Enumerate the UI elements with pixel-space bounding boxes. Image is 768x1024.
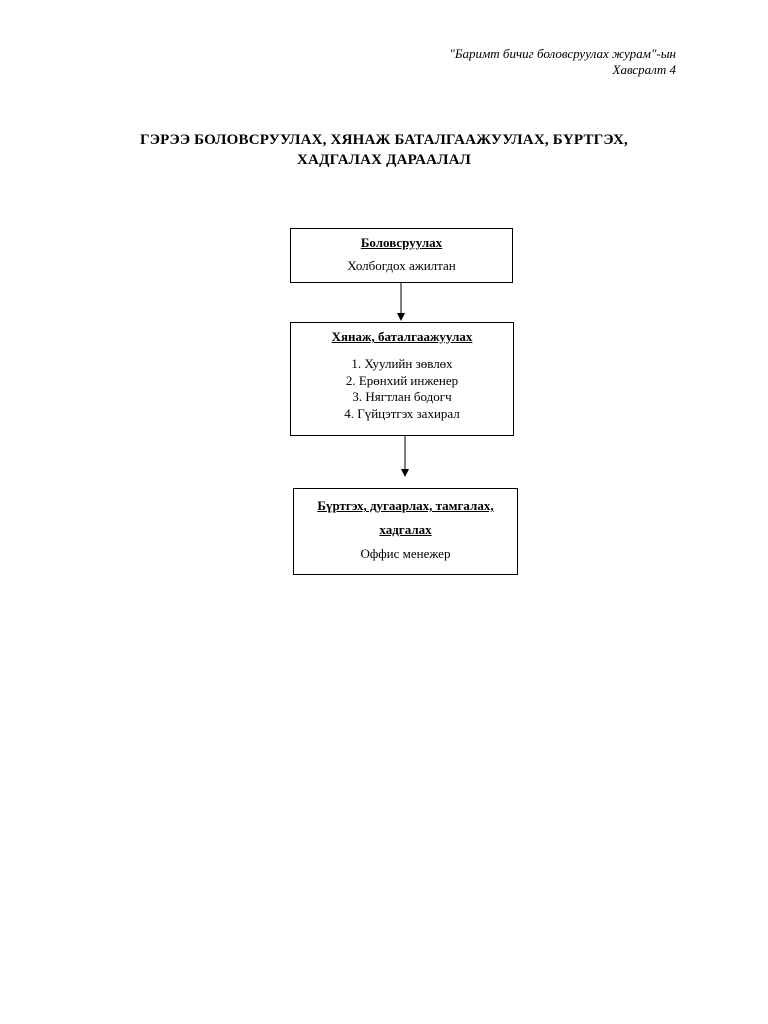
step-register-heading-line-1: Бүртгэх, дугаарлах, тамгалах, (317, 498, 494, 513)
reviewer-list (291, 356, 513, 422)
step-draft-heading: Боловсруулах (360, 235, 443, 250)
title-line-2: ХАДГАЛАХ ДАРААЛАЛ (297, 152, 471, 168)
reviewer-item: 3. Нягтлан бодогч (352, 389, 452, 404)
step-draft-responsible: Холбогдох ажилтан (347, 258, 456, 273)
title-line-1: ГЭРЭЭ БОЛОВСРУУЛАХ, ХЯНАЖ БАТАЛГААЖУУЛАХ, БҮРТГЭХ, (139, 132, 629, 148)
step-review-heading: Хянаж, баталгаажуулах (331, 329, 473, 344)
annex-number-line: Хавсралт 4 (612, 62, 676, 77)
reviewer-item: 2. Ерөнхий инженер (345, 372, 459, 388)
reviewer-item: 4. Гүйцэтгэх захирал (344, 405, 460, 421)
reviewer-item: 1. Хуулийн зөвлөх (351, 356, 453, 371)
step-register-heading (294, 494, 517, 542)
step-register-responsible: Оффис менежер (360, 546, 451, 561)
step-register-heading-line-2: хадгалах (379, 522, 432, 537)
step-register-box (293, 488, 518, 575)
step-review-box (290, 322, 514, 436)
step-draft-box (290, 228, 513, 283)
annex-procedure-line: "Баримт бичиг боловсруулах журам"-ын (449, 46, 676, 61)
